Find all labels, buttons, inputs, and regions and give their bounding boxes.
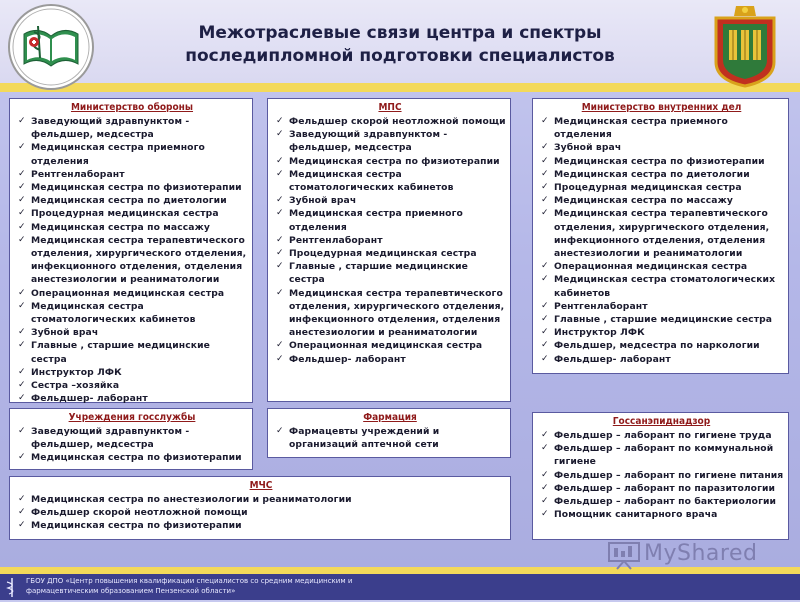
list-item: ✓ Заведующий здравпунктом - фельдшер, медсестра [16, 115, 248, 141]
position-list [539, 115, 784, 366]
list-item: ✓ Фельдшер- лаборант [16, 392, 248, 405]
list-item: ✓ Зубной врач [274, 194, 506, 207]
list-item: ✓ Главные , старшие медицинские сестра [274, 260, 506, 286]
list-item: ✓ Медицинская сестра по физиотерапии [16, 181, 248, 194]
list-item: ✓ Медицинская сестра по массажу [539, 194, 784, 207]
list-item: ✓ Медицинская сестра терапевтического отделения, хирургического отделения, инфекционного отделения, отделения анестезиологии и реаниматологии [16, 234, 248, 287]
title-line-2: последипломной подготовки специалистов [185, 46, 615, 66]
list-item: ✓ Медицинская сестра по физиотерапии [274, 155, 506, 168]
box-title: Фармация [363, 412, 417, 423]
footer-organization-text: ГБОУ ДПО «Центр повышения квалификации специалистов со средним медицинским и фармацевтическим образованием Пензенской области» [26, 577, 353, 595]
list-item: ✓ Процедурная медицинская сестра [16, 207, 248, 220]
title-line-1: Межотраслевые связи центра и спектры [198, 23, 602, 43]
list-item: ✓ Медицинская сестра по массажу [16, 221, 248, 234]
list-item: ✓ Операционная медицинская сестра [539, 260, 784, 273]
list-item: ✓ Операционная медицинская сестра [274, 339, 506, 352]
list-item: ✓ Фельдшер- лаборант [539, 353, 784, 366]
list-item: ✓ Фельдшер- лаборант [274, 353, 506, 366]
footer-accent-bar [0, 567, 800, 574]
list-item: ✓ Медицинская сестра приемного отделения [274, 207, 506, 233]
defense-ministry-box [9, 98, 253, 403]
civil-service-box [9, 408, 253, 470]
list-item: ✓ Медицинская сестра приемного отделения [16, 141, 248, 167]
coat-of-arms-icon [710, 4, 780, 88]
list-item: ✓ Сестра –хозяйка [16, 379, 248, 392]
list-item: ✓ Фельдшер скорой неотложной помощи [274, 115, 506, 128]
list-item: ✓ Фельдшер – лаборант по паразитологии [539, 482, 784, 495]
list-item: ✓ Фельдшер – лаборант по бактериологии [539, 495, 784, 508]
presentation-board-icon [607, 540, 641, 570]
sanitary-supervision-box [532, 412, 789, 540]
list-item: ✓ Инструктор ЛФК [539, 326, 784, 339]
position-list [274, 425, 506, 451]
list-item: ✓ Медицинская сестра по физиотерапии [16, 519, 506, 532]
list-item: ✓ Заведующий здравпунктом - фельдшер, медсестра [16, 425, 248, 451]
pharmacy-box [267, 408, 511, 458]
college-logo [8, 4, 94, 90]
list-item: ✓ Рентгенлаборант [274, 234, 506, 247]
interior-ministry-box [532, 98, 789, 374]
watermark-text: MyShared [644, 541, 758, 566]
list-item: ✓ Медицинская сестра стоматологических кабинетов [539, 273, 784, 299]
position-list [16, 493, 506, 533]
book-snake-emblem-icon [10, 6, 92, 88]
list-item: ✓ Главные , старшие медицинские сестра [16, 339, 248, 365]
position-list [16, 425, 248, 465]
page-title [130, 22, 670, 68]
list-item: ✓ Фельдшер – лаборант по гигиене труда [539, 429, 784, 442]
list-item: ✓ Фельдшер – лаборант по гигиене питания [539, 469, 784, 482]
list-item: ✓ Медицинская сестра по физиотерапии [539, 155, 784, 168]
list-item: ✓ Помощник санитарного врача [539, 508, 784, 521]
caduceus-icon [2, 576, 22, 598]
list-item: ✓ Медицинская сестра по диетологии [16, 194, 248, 207]
box-title: Госсанэпиднадзор [612, 416, 711, 427]
list-item: ✓ Медицинская сестра по физиотерапии [16, 451, 248, 464]
list-item: ✓ Рентгенлаборант [539, 300, 784, 313]
list-item: ✓ Зубной врач [16, 326, 248, 339]
list-item: ✓ Фармацевты учреждений и организаций аптечной сети [274, 425, 506, 451]
list-item: ✓ Фельдшер скорой неотложной помощи [16, 506, 506, 519]
list-item: ✓ Медицинская сестра приемного отделения [539, 115, 784, 141]
railways-ministry-box [267, 98, 511, 402]
box-title: МПС [378, 102, 402, 113]
emergency-ministry-box [9, 476, 511, 540]
list-item: ✓ Заведующий здравпунктом - фельдшер, медсестра [274, 128, 506, 154]
box-title: Министерство обороны [70, 102, 194, 113]
list-item: ✓ Зубной врач [539, 141, 784, 154]
box-title: МЧС [249, 480, 273, 491]
list-item: ✓ Операционная медицинская сестра [16, 287, 248, 300]
list-item: ✓ Медицинская сестра по диетологии [539, 168, 784, 181]
list-item: ✓ Рентгенлаборант [16, 168, 248, 181]
list-item: ✓ Медицинская сестра стоматологических кабинетов [274, 168, 506, 194]
box-title: Учреждения госслужбы [68, 412, 196, 423]
list-item: ✓ Процедурная медицинская сестра [274, 247, 506, 260]
list-item: ✓ Инструктор ЛФК [16, 366, 248, 379]
list-item: ✓ Медицинская сестра по анестезиологии и реаниматологии [16, 493, 506, 506]
list-item: ✓ Процедурная медицинская сестра [539, 181, 784, 194]
header-accent-bar [0, 83, 800, 92]
list-item: ✓ Фельдшер, медсестра по наркологии [539, 339, 784, 352]
list-item: ✓ Главные , старшие медицинские сестра [539, 313, 784, 326]
list-item: ✓ Медицинская сестра стоматологических кабинетов [16, 300, 248, 326]
list-item: ✓ Медицинская сестра терапевтического отделения, хирургического отделения, инфекционного отделения, отделения анестезиологии и реаниматологии [539, 207, 784, 260]
position-list [539, 429, 784, 521]
position-list [16, 115, 248, 405]
list-item: ✓ Фельдшер – лаборант по коммунальной гигиене [539, 442, 784, 468]
position-list [274, 115, 506, 366]
list-item: ✓ Медицинская сестра терапевтического отделения, хирургического отделения, инфекционного отделения, отделения анестезиологии и реаниматологии [274, 287, 506, 340]
box-title: Министерство внутренних дел [581, 102, 742, 113]
